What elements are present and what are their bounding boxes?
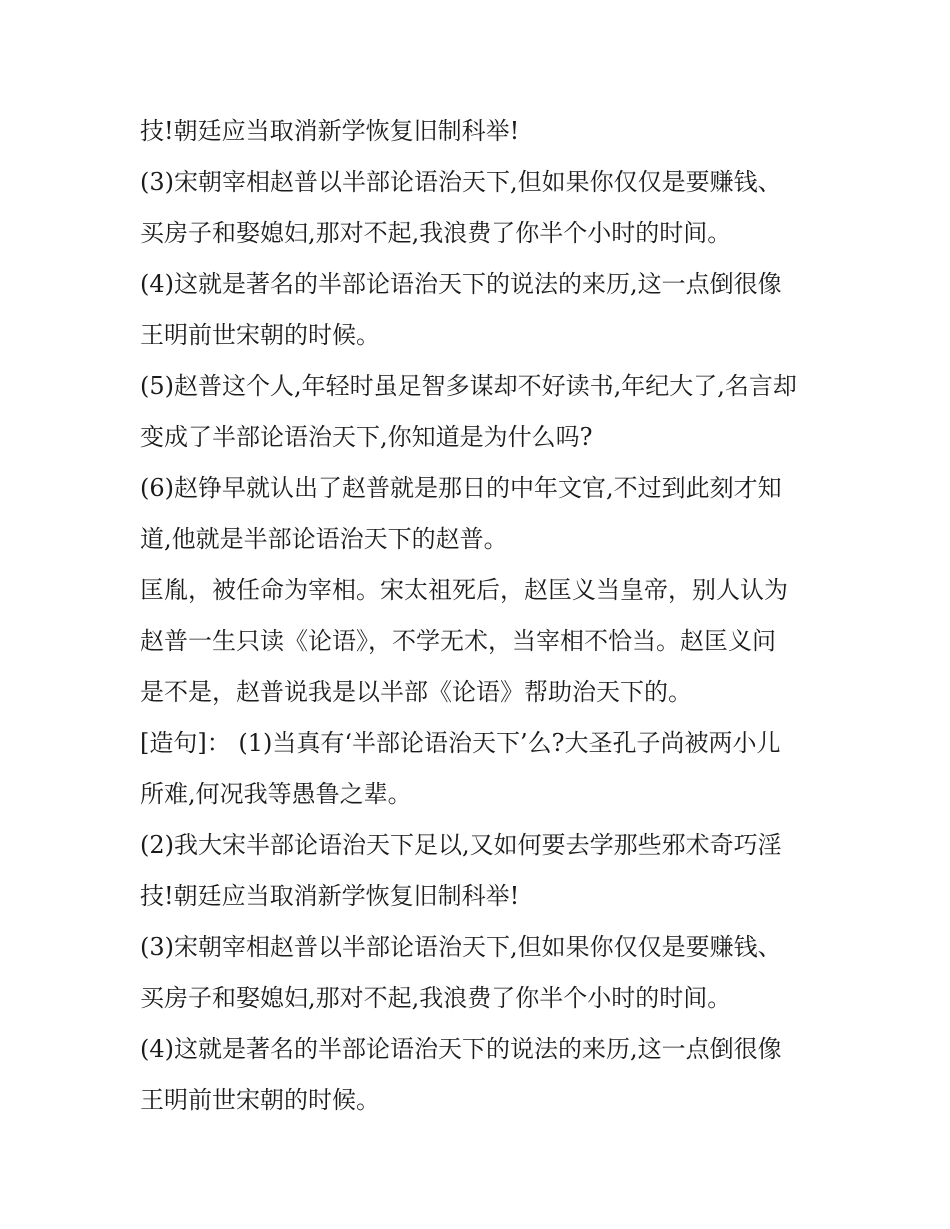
text-line: 技!朝廷应当取消新学恢复旧制科举! bbox=[140, 882, 520, 910]
text-line: (5)赵普这个人,年轻时虽足智多谋却不好读书,年纪大了,名言却 bbox=[140, 372, 797, 400]
text-line: 道,他就是半部论语治天下的赵普。 bbox=[140, 525, 508, 553]
text-line: 王明前世宋朝的时候。 bbox=[140, 321, 380, 349]
text-line: (4)这就是著名的半部论语治天下的说法的来历,这一点倒很像 bbox=[140, 270, 782, 298]
text-line: 王明前世宋朝的时候。 bbox=[140, 1086, 380, 1114]
text-body bbox=[140, 106, 830, 1126]
text-line: (3)宋朝宰相赵普以半部论语治天下,但如果你仅仅是要赚钱、 bbox=[140, 168, 782, 196]
text-line: [造句]： (1)当真有‘半部论语治天下’么?大圣孔子尚被两小儿 bbox=[140, 729, 781, 757]
text-line: (4)这就是著名的半部论语治天下的说法的来历,这一点倒很像 bbox=[140, 1035, 782, 1063]
text-line: 技!朝廷应当取消新学恢复旧制科举! bbox=[140, 117, 520, 145]
text-line: 是不是，赵普说我是以半部《论语》帮助治天下的。 bbox=[140, 678, 692, 706]
text-line: 所难,何况我等愚鲁之辈。 bbox=[140, 780, 412, 808]
text-line: 买房子和娶媳妇,那对不起,我浪费了你半个小时的时间。 bbox=[140, 219, 732, 247]
text-line: 赵普一生只读《论语》，不学无术，当宰相不恰当。赵匡义问 bbox=[140, 627, 776, 655]
text-line: 匡胤，被任命为宰相。宋太祖死后，赵匡义当皇帝，别人认为 bbox=[140, 576, 788, 604]
text-line: (3)宋朝宰相赵普以半部论语治天下,但如果你仅仅是要赚钱、 bbox=[140, 933, 782, 961]
text-line: (6)赵铮早就认出了赵普就是那日的中年文官,不过到此刻才知 bbox=[140, 474, 782, 502]
text-line: 变成了半部论语治天下,你知道是为什么吗? bbox=[140, 423, 593, 451]
text-line: 买房子和娶媳妇,那对不起,我浪费了你半个小时的时间。 bbox=[140, 984, 732, 1012]
text-line: (2)我大宋半部论语治天下足以,又如何要去学那些邪术奇巧淫 bbox=[140, 831, 782, 859]
